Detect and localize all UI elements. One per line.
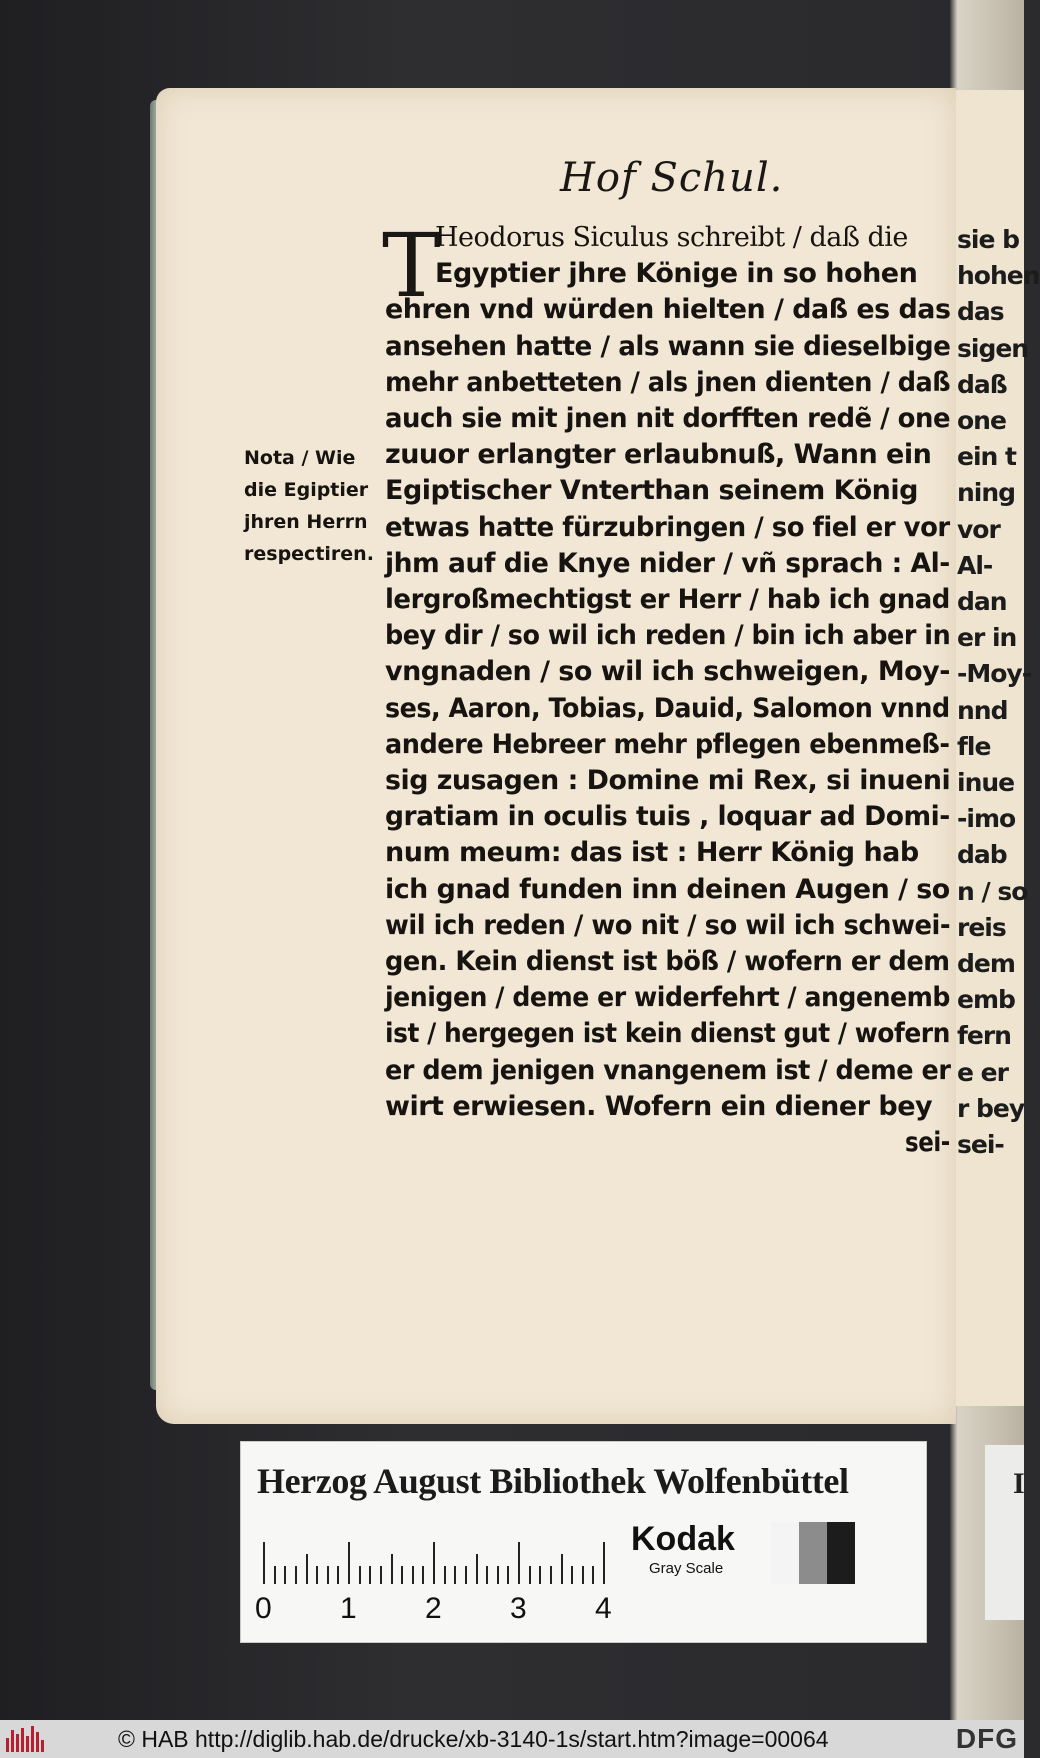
logo-bar (36, 1732, 39, 1752)
ruler-tick (327, 1566, 329, 1584)
ruler-tick (582, 1566, 584, 1584)
ruler-number: 4 (595, 1592, 612, 1625)
facing-page-line: sei- (957, 1130, 1004, 1159)
text-line: vngnaden / so wil ich schweigen, Moy- (385, 656, 950, 688)
facing-page-line: daß (957, 369, 1007, 399)
ruler-tick (550, 1566, 552, 1584)
facing-page-line: dab (957, 840, 1007, 870)
text-line: wirt erwiesen. Wofern ein diener bey (385, 1090, 933, 1122)
ruler-tick (316, 1566, 318, 1584)
ruler-tick (497, 1566, 499, 1584)
gray-scale-label: Gray Scale (649, 1560, 724, 1577)
logo-bar (6, 1738, 9, 1752)
ruler-tick (295, 1566, 297, 1584)
text-line: lergroßmechtigst er Herr / hab ich gnad (385, 584, 950, 615)
text-line: ansehen hatte / als wann sie dieselbige (385, 330, 951, 362)
hab-logo-icon (6, 1726, 46, 1752)
text-line: ehren vnd würden hielten / daß es das (385, 294, 951, 326)
facing-page-line: emb (957, 985, 1015, 1015)
facing-page-line: -Moy- (957, 659, 1032, 689)
logo-bar (21, 1728, 24, 1752)
text-line: ich gnad funden inn deinen Augen / so (385, 873, 950, 905)
text-line: num meum: das ist : Herr König hab (385, 837, 919, 869)
ruler-tick (444, 1566, 446, 1584)
text-line: gen. Kein dienst ist böß / wofern er dem (385, 946, 950, 977)
ruler (263, 1542, 608, 1584)
facing-page-line: Al- (957, 550, 993, 580)
facing-page-line: sigen (957, 333, 1029, 363)
facing-page-line: one (957, 406, 1006, 435)
text-line: andere Hebreer mehr pflegen ebenmeß- (385, 728, 950, 760)
ruler-tick (454, 1566, 456, 1584)
margin-note-line: Nota / Wie (244, 447, 356, 469)
facing-page-line: fle (957, 731, 991, 761)
ruler-tick (529, 1566, 531, 1584)
ruler-tick (263, 1542, 265, 1584)
ruler-tick (401, 1566, 403, 1584)
text-line: mehr anbetteten / als jnen dienten / daß (385, 366, 951, 398)
text-line: Heodorus Siculus schreibt / daß die (435, 222, 908, 253)
ruler-tick (348, 1542, 350, 1584)
text-line: ses, Aaron, Tobias, Dauid, Salomon vnnd (385, 692, 950, 724)
ruler-tick (274, 1566, 276, 1584)
text-line: wil ich reden / wo nit / so wil ich schwei- (385, 909, 951, 941)
page-header: Hof Schul. (560, 155, 784, 201)
dfg-logo: DFG (955, 1723, 1018, 1754)
facing-page-line: ein t (957, 442, 1016, 472)
text-line: ist / hergegen ist kein dienst gut / wofern (385, 1018, 950, 1050)
ruler-number: 3 (510, 1592, 527, 1625)
facing-page-line: ning (957, 478, 1016, 508)
text-line: auch sie mit jnen nit dorfften redẽ / one (385, 403, 951, 434)
ruler-tick (369, 1566, 371, 1584)
ruler-number: 0 (255, 1592, 272, 1625)
facing-page-line: inue (957, 768, 1015, 797)
footer-copyright-link[interactable]: © HAB http://diglib.hab.de/drucke/xb-3140-1s/start.htm?image=00064 (118, 1726, 829, 1752)
facing-calibration-card (985, 1445, 1024, 1620)
ruler-tick (380, 1566, 382, 1584)
ruler-tick (391, 1554, 393, 1584)
ruler-tick (433, 1542, 435, 1584)
margin-note-line: die Egiptier (244, 479, 369, 501)
ruler-tick (476, 1554, 478, 1584)
ruler-tick (422, 1566, 424, 1584)
ruler-number: 2 (425, 1592, 442, 1625)
gray-swatch (799, 1522, 827, 1584)
facing-page-line: vor (957, 514, 1000, 544)
logo-bar (26, 1736, 29, 1752)
text-line: Egyptier jhre Könige in so hohen (435, 258, 918, 290)
facing-page-line: r bey (957, 1093, 1025, 1123)
kodak-logo: Kodak (631, 1520, 735, 1558)
facing-page-line: das (957, 297, 1004, 327)
gray-swatch (827, 1522, 855, 1584)
ruler-tick (518, 1542, 520, 1584)
text-line: jenigen / deme er widerfehrt / angenemb (385, 982, 950, 1014)
ruler-tick (486, 1566, 488, 1584)
ruler-tick (337, 1566, 339, 1584)
ruler-number: 1 (340, 1592, 357, 1625)
facing-page-line: -imo (957, 804, 1016, 834)
facing-page-line: reis (957, 912, 1006, 942)
facing-page (955, 90, 1040, 1406)
facing-page-line: hohen (957, 261, 1040, 291)
margin-note-line: respectiren. (244, 543, 374, 565)
facing-page-line: sie b (957, 225, 1020, 254)
facing-page-line: er in (957, 623, 1017, 653)
ruler-tick (507, 1566, 509, 1584)
text-line: bey dir / so wil ich reden / bin ich aber in (385, 620, 951, 652)
ruler-tick (603, 1542, 605, 1584)
ruler-tick (465, 1566, 467, 1584)
logo-bar (31, 1726, 34, 1752)
logo-bar (41, 1740, 44, 1752)
text-line: gratiam in oculis tuis , loquar ad Domi- (385, 801, 950, 833)
ruler-tick (571, 1566, 573, 1584)
margin-note-line: jhren Herrn (244, 511, 368, 533)
text-line: jhm auf die Knye nider / vñ sprach : Al- (385, 547, 950, 579)
text-line: sig zusagen : Domine mi Rex, si inueni (385, 765, 951, 796)
gray-swatch (771, 1522, 799, 1584)
facing-card-letter: I (1013, 1467, 1025, 1500)
institution-name: Herzog August Bibliothek Wolfenbüttel (257, 1461, 849, 1501)
facing-page-line: fern (957, 1021, 1011, 1051)
facing-page-line: dan (957, 587, 1007, 616)
ruler-tick (539, 1566, 541, 1584)
text-line: etwas hatte fürzubringen / so fiel er vor (385, 511, 950, 543)
footer-bar (0, 1720, 1024, 1758)
text-line: er dem jenigen vnangenem ist / deme er (385, 1054, 951, 1086)
ruler-tick (284, 1566, 286, 1584)
ruler-tick (592, 1566, 594, 1584)
logo-bar (11, 1730, 14, 1752)
logo-bar (16, 1734, 19, 1752)
facing-page-line: dem (957, 949, 1015, 978)
facing-page-line: n / so (957, 876, 1028, 906)
ruler-tick (359, 1566, 361, 1584)
ruler-tick (412, 1566, 414, 1584)
facing-page-line: nnd (957, 695, 1008, 725)
facing-page-line: e er (957, 1057, 1008, 1087)
drop-cap: T (382, 214, 441, 317)
color-calibration-card (240, 1441, 927, 1643)
text-line: sei- (905, 1127, 950, 1158)
ruler-tick (306, 1554, 308, 1584)
text-line: Egiptischer Vnterthan seinem König (385, 475, 918, 507)
ruler-tick (561, 1554, 563, 1584)
text-line: zuuor erlangter erlaubnuß, Wann ein (385, 439, 932, 471)
